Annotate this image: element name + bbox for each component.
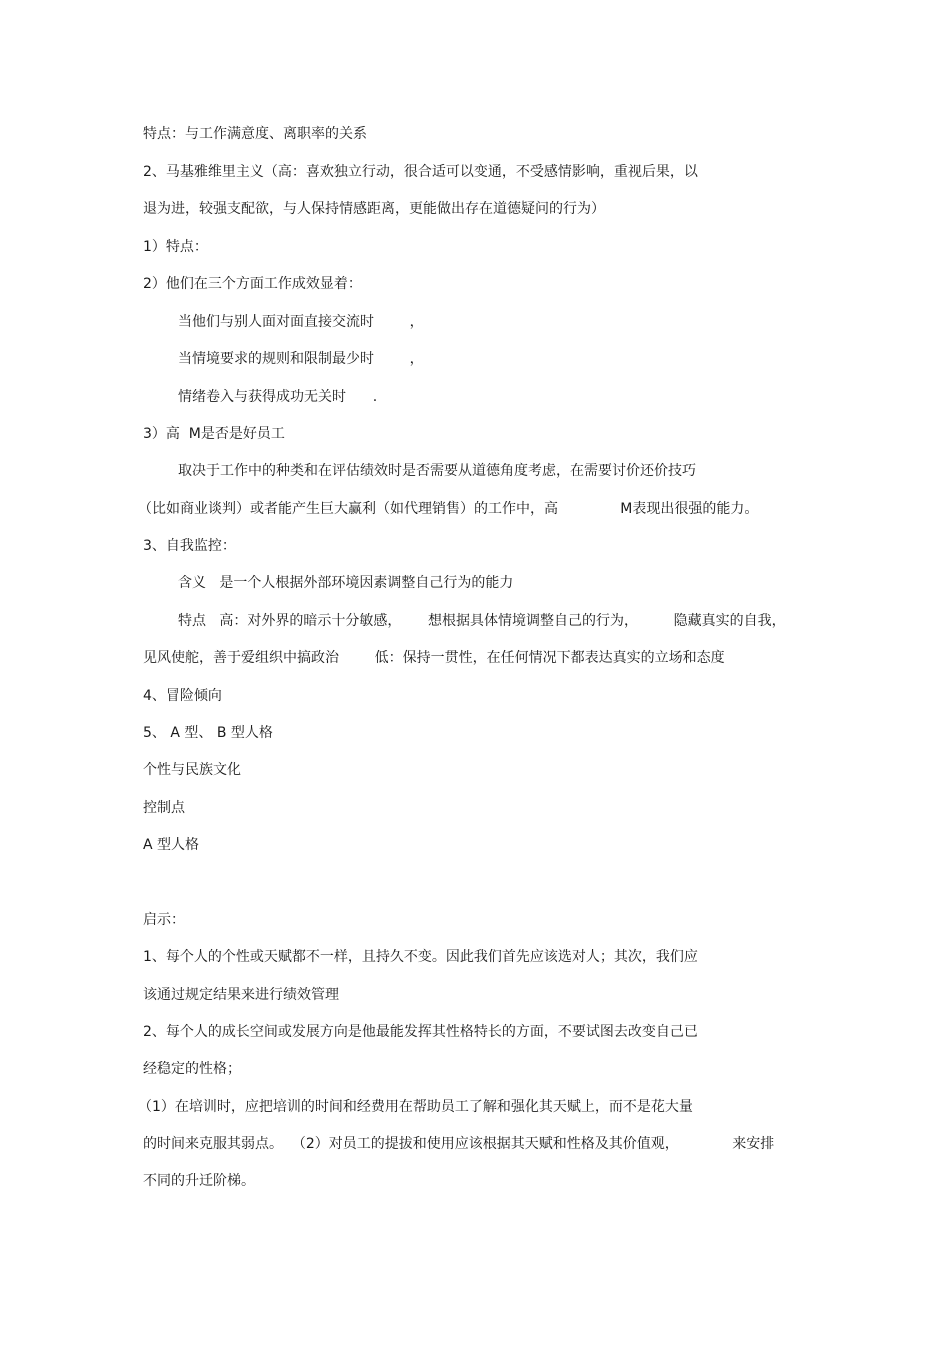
text-line: A 型人格: [143, 837, 200, 853]
text-line: 4、冒险倾向: [143, 688, 222, 704]
text-line: 1）特点：: [143, 239, 208, 255]
text-line: 该通过规定结果来进行绩效管理: [143, 987, 339, 1003]
text-line: 当情境要求的规则和限制最少时 ，: [178, 351, 424, 367]
text-line: 取决于工作中的种类和在评估绩效时是否需要从道德角度考虑，在需要讨价还价技巧: [178, 463, 696, 479]
text-line: 2）他们在三个方面工作成效显着：: [143, 276, 362, 292]
text-line: 经稳定的性格；: [143, 1061, 241, 1077]
text-line: 启示：: [143, 912, 185, 928]
text-line: 特点 高：对外界的暗示十分敏感， 想根据具体情境调整自己的行为， 隐藏真实的自我，: [178, 613, 786, 629]
text-line: 情绪卷入与获得成功无关时 .: [178, 389, 378, 405]
text-line: 个性与民族文化: [143, 762, 241, 778]
text-line: 含义 是一个人根据外部环境因素调整自己行为的能力: [178, 575, 514, 591]
text-line: 3、自我监控：: [143, 538, 236, 554]
text-line: 2、马基雅维里主义（高：喜欢独立行动，很合适可以变通，不受感情影响，重视后果，以: [143, 164, 698, 180]
text-line: 5、 A 型、 B 型人格: [143, 725, 273, 741]
text-line: 1、每个人的个性或天赋都不一样，且持久不变。因此我们首先应该选对人；其次，我们应: [143, 949, 698, 965]
text-line: 当他们与别人面对面直接交流时 ，: [178, 314, 424, 330]
text-line: 的时间来克服其弱点。 （2）对员工的提拔和使用应该根据其天赋和性格及其价值观， 来安排: [143, 1136, 775, 1152]
text-line: 特点：与工作满意度、离职率的关系: [143, 126, 367, 142]
text-line: 3）高 M是否是好员工: [143, 426, 285, 442]
text-line: 2、每个人的成长空间或发展方向是他最能发挥其性格特长的方面，不要试图去改变自己已: [143, 1024, 698, 1040]
text-line: 控制点: [143, 800, 185, 816]
text-line: （1）在培训时，应把培训的时间和经费用在帮助员工了解和强化其天赋上，而不是花大量: [138, 1099, 693, 1115]
text-line: 不同的升迁阶梯。: [143, 1173, 255, 1189]
text-line: 退为进，较强支配欲，与人保持情感距离，更能做出存在道德疑问的行为）: [143, 201, 605, 217]
text-line: （比如商业谈判）或者能产生巨大赢利（如代理销售）的工作中，高 M表现出很强的能力。: [138, 501, 759, 517]
text-line: 见风使舵，善于爱组织中搞政治 低：保持一贯性，在任何情况下都表达真实的立场和态度: [143, 650, 725, 666]
